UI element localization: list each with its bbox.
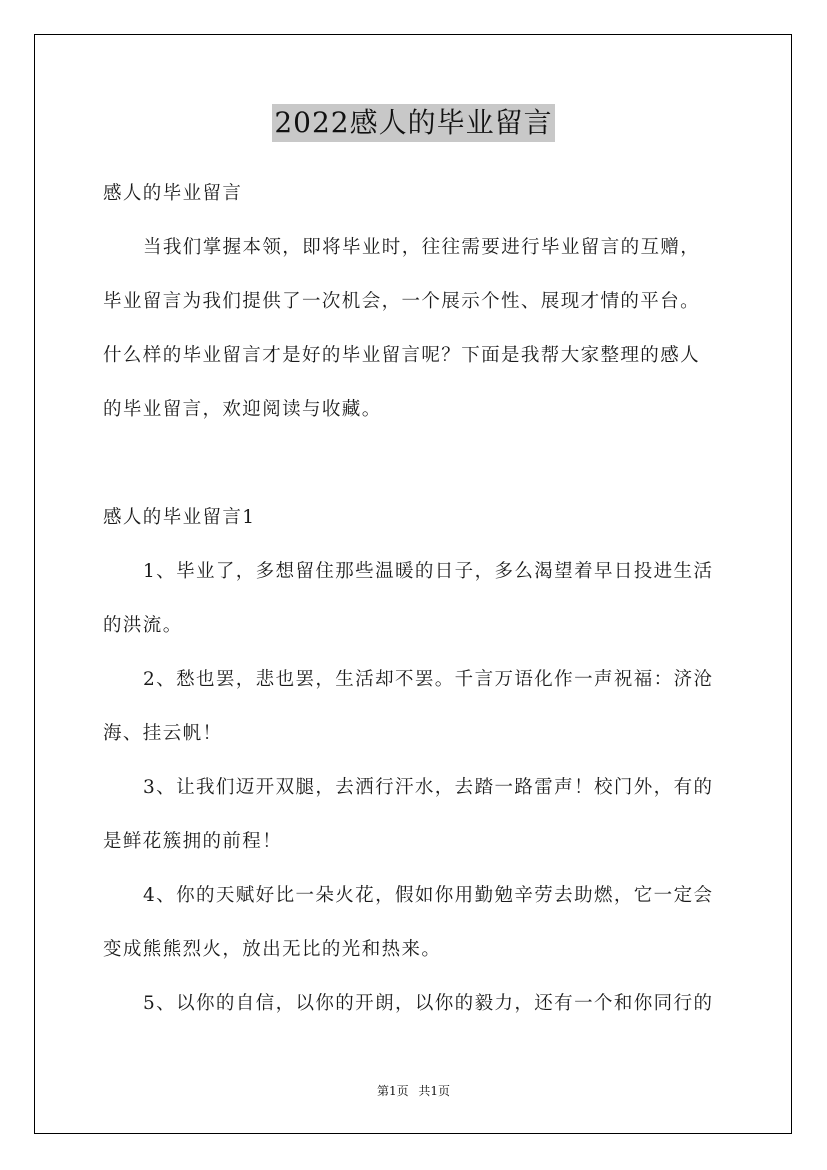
paragraph-line: 是鲜花簇拥的前程！ [103,831,283,852]
paragraph-line: 1、毕业了，多想留住那些温暖的日子，多么渴望着早日投进生活 [143,561,714,582]
page-count: 共1页 [418,1084,451,1098]
document-title: 2022感人的毕业留言 [272,104,554,142]
paragraph-line: 3、让我们迈开双腿，去洒行汗水，去踏一路雷声！校门外，有的 [143,777,714,798]
paragraph-line: 毕业留言为我们提供了一次机会，一个展示个性、展现才情的平台。 [103,291,701,312]
paragraph-line: 的毕业留言，欢迎阅读与收藏。 [103,399,382,420]
paragraph-line: 什么样的毕业留言才是好的毕业留言呢？下面是我帮大家整理的感人 [103,345,701,366]
paragraph-line: 的洪流。 [103,615,183,636]
page-number: 第1页 [376,1084,409,1098]
title-container [0,104,827,142]
paragraph-line: 5、以你的自信，以你的开朗，以你的毅力，还有一个和你同行的 [143,993,714,1014]
paragraph-line: 4、你的天赋好比一朵火花，假如你用勤勉辛劳去助燃，它一定会 [143,885,714,906]
paragraph-line: 变成熊熊烈火，放出无比的光和热来。 [103,939,442,960]
paragraph-line: 2、愁也罢，悲也罢，生活却不罢。千言万语化作一声祝福：济沧 [143,669,714,690]
paragraph-line: 海、挂云帆！ [103,723,223,744]
section-heading-1: 感人的毕业留言1 [103,507,256,528]
paragraph-line: 当我们掌握本领，即将毕业时，往往需要进行毕业留言的互赠， [143,237,701,258]
page-footer [0,1083,827,1099]
section-heading-intro: 感人的毕业留言 [103,183,243,204]
